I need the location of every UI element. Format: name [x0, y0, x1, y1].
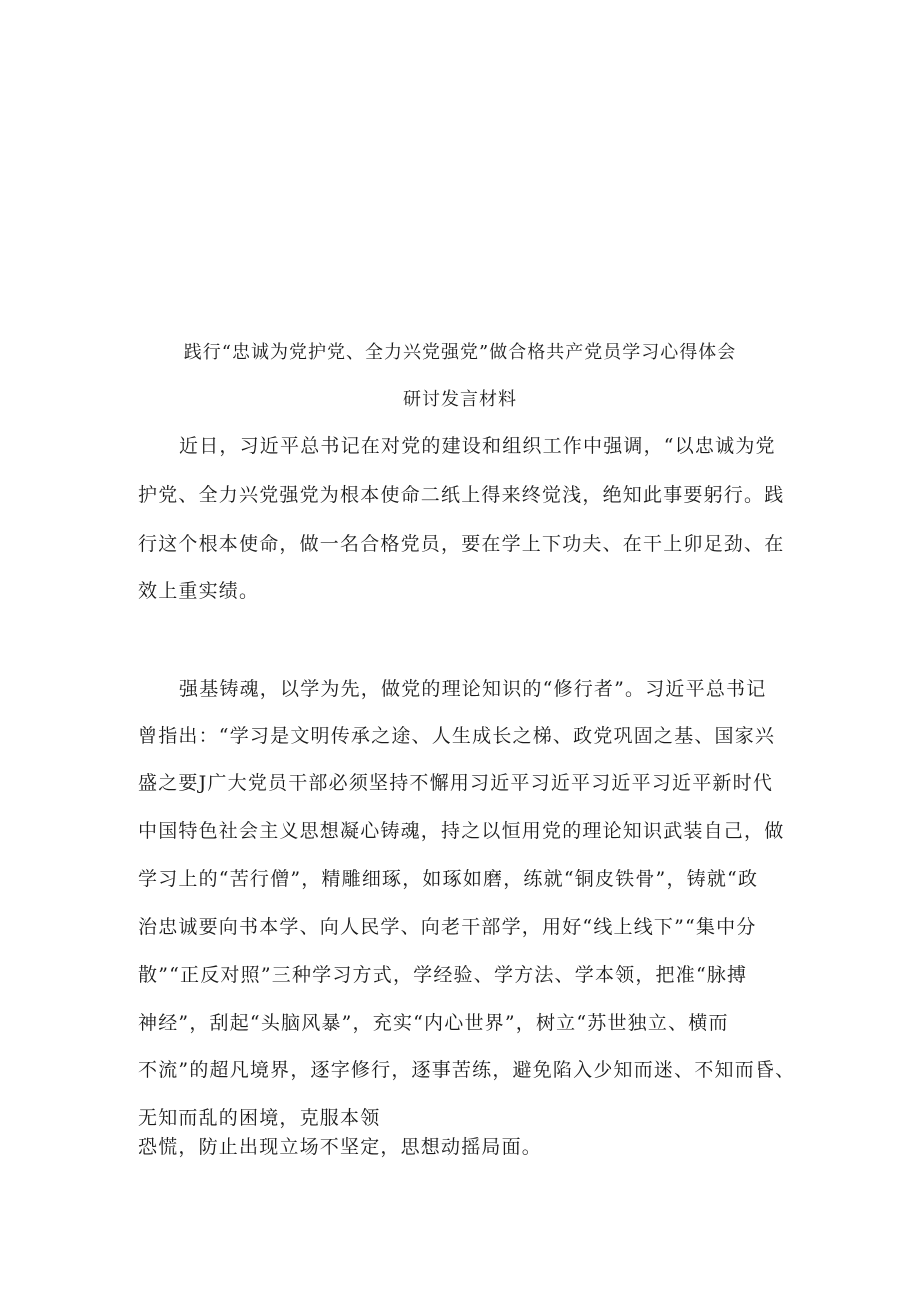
- paragraph-2-line-1: 强基铸魂，以学为先，做党的理论知识的“修行者”。习近平总书记: [179, 678, 767, 700]
- paragraph-2-line-5: 学习上的“苦行僧”，精雕细琢，如琢如磨，练就“铜皮铁骨”，铸就“政: [138, 868, 759, 890]
- paragraph-2-line-8: 神经”，刮起“头脑风暴”，充实“内心世界”，树立“苏世独立、横而: [138, 1012, 729, 1034]
- paragraph-2-line-2: 曾指出：“学习是文明传承之途、人生成长之梯、政党巩固之基、国家兴: [138, 725, 776, 747]
- paragraph-2-line-3: 盛之要J广大党员干部必须坚持不懈用习近平习近平习近平习近平新时代: [138, 772, 774, 794]
- document-title: 践行“忠诚为党护党、全力兴党强党”做合格共产党员学习心得体会: [183, 342, 737, 363]
- paragraph-2-line-10: 无知而乱的困境，克服本领: [138, 1107, 381, 1129]
- paragraph-1-line-3: 行这个根本使命，做一名合格党员，要在学上下功夫、在干上卯足劲、在: [138, 533, 785, 555]
- paragraph-2-line-11: 恐慌，防止出现立场不坚定，思想动摇局面。: [138, 1136, 543, 1158]
- paragraph-1-line-1: 近日，习近平总书记在对党的建设和组织工作中强调，“以忠诚为党: [179, 435, 776, 457]
- paragraph-2-line-9: 不流”的超凡境界，逐字修行，逐事苦练，避免陷入少知而迷、不知而昏、: [138, 1059, 796, 1081]
- paragraph-2-line-6: 治忠诚要向书本学、向人民学、向老干部学，用好“线上线下”“集中分: [138, 916, 757, 938]
- paragraph-2-line-4: 中国特色社会主义思想凝心铸魂，持之以恒用党的理论知识武装自己，做: [138, 820, 785, 842]
- paragraph-1-line-2: 护党、全力兴党强党为根本使命二纸上得来终觉浅，绝知此事要躬行。践: [138, 484, 785, 506]
- document-subtitle: 研讨发言材料: [403, 389, 517, 410]
- paragraph-1-line-4: 效上重实绩。: [138, 580, 260, 602]
- paragraph-2-line-7: 散”“正反对照”三种学习方式，学经验、学方法、学本领，把准“脉搏: [138, 964, 748, 986]
